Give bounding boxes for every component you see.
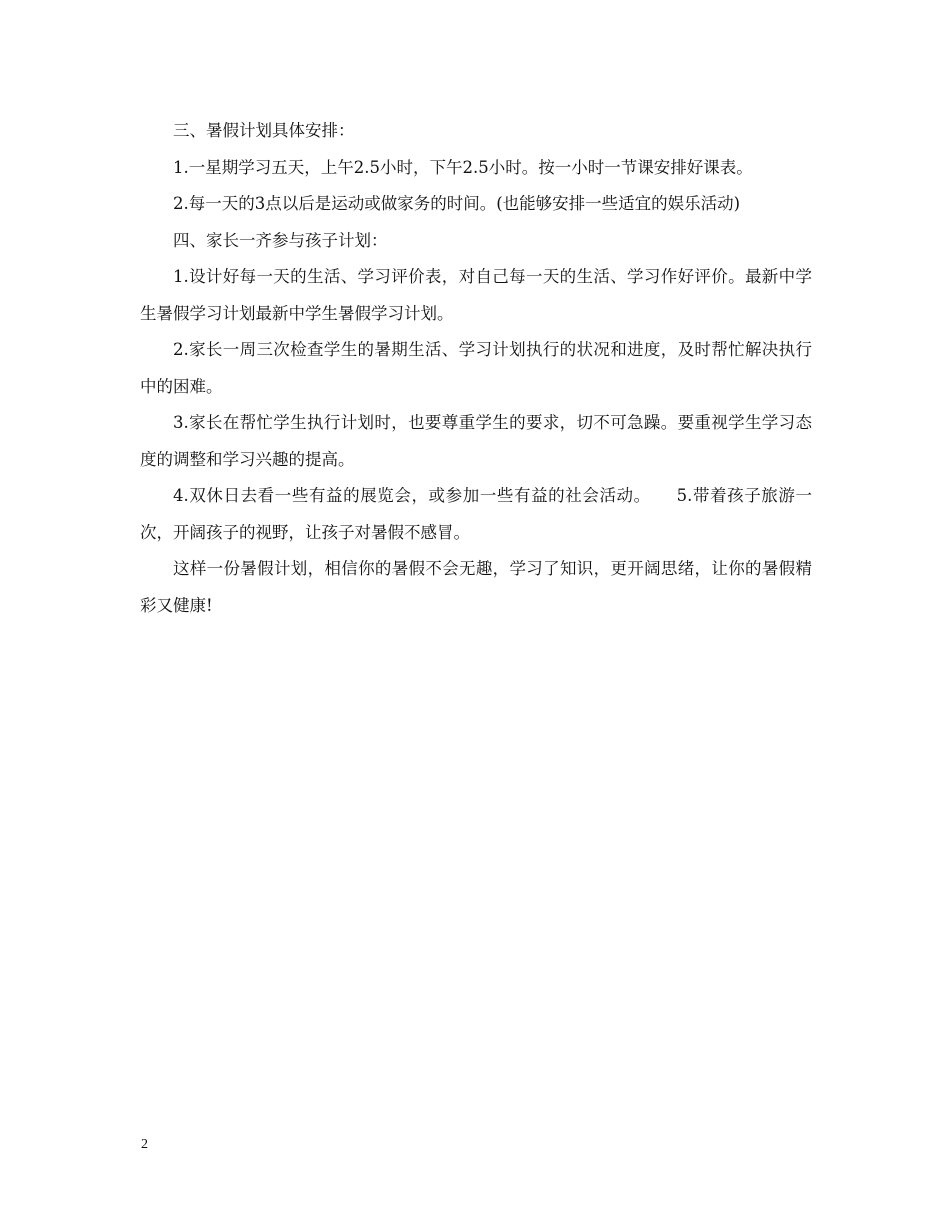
paragraph-weekly-study: 1.一星期学习五天，上午2.5小时，下午2.5小时。按一小时一节课安排好课表。	[173, 157, 753, 177]
page-number: 2	[141, 1137, 148, 1152]
paragraph-evaluation-form: 1.设计好每一天的生活、学习评价表，对自己每一天的生活、学习作好评价。最新中学生暑假学习计划最新中学生暑假学习计划。	[140, 267, 812, 323]
paragraph-weekly-check: 2.家长一周三次检查学生的暑期生活、学习计划执行的状况和进度，及时帮忙解决执行中的困难。	[140, 340, 812, 396]
paragraph-afternoon-activities: 2.每一天的3点以后是运动或做家务的时间。(也能够安排一些适宜的娱乐活动)	[173, 194, 741, 213]
document-body	[140, 113, 812, 624]
section-heading-schedule: 三、暑假计划具体安排：	[173, 121, 355, 140]
paragraph-weekend-travel: 4.双休日去看一些有益的展览会，或参加一些有益的社会活动。 5.带着孩子旅游一次，开阔孩子的视野，让孩子对暑假不感冒。	[140, 486, 812, 542]
paragraph-respect-students: 3.家长在帮忙学生执行计划时，也要尊重学生的要求，切不可急躁。要重视学生学习态度的调整和学习兴趣的提高。	[140, 413, 812, 469]
section-heading-parents: 四、家长一齐参与孩子计划：	[173, 230, 388, 250]
paragraph-conclusion: 这样一份暑假计划，相信你的暑假不会无趣，学习了知识，更开阔思绪，让你的暑假精彩又健康!	[140, 559, 812, 615]
